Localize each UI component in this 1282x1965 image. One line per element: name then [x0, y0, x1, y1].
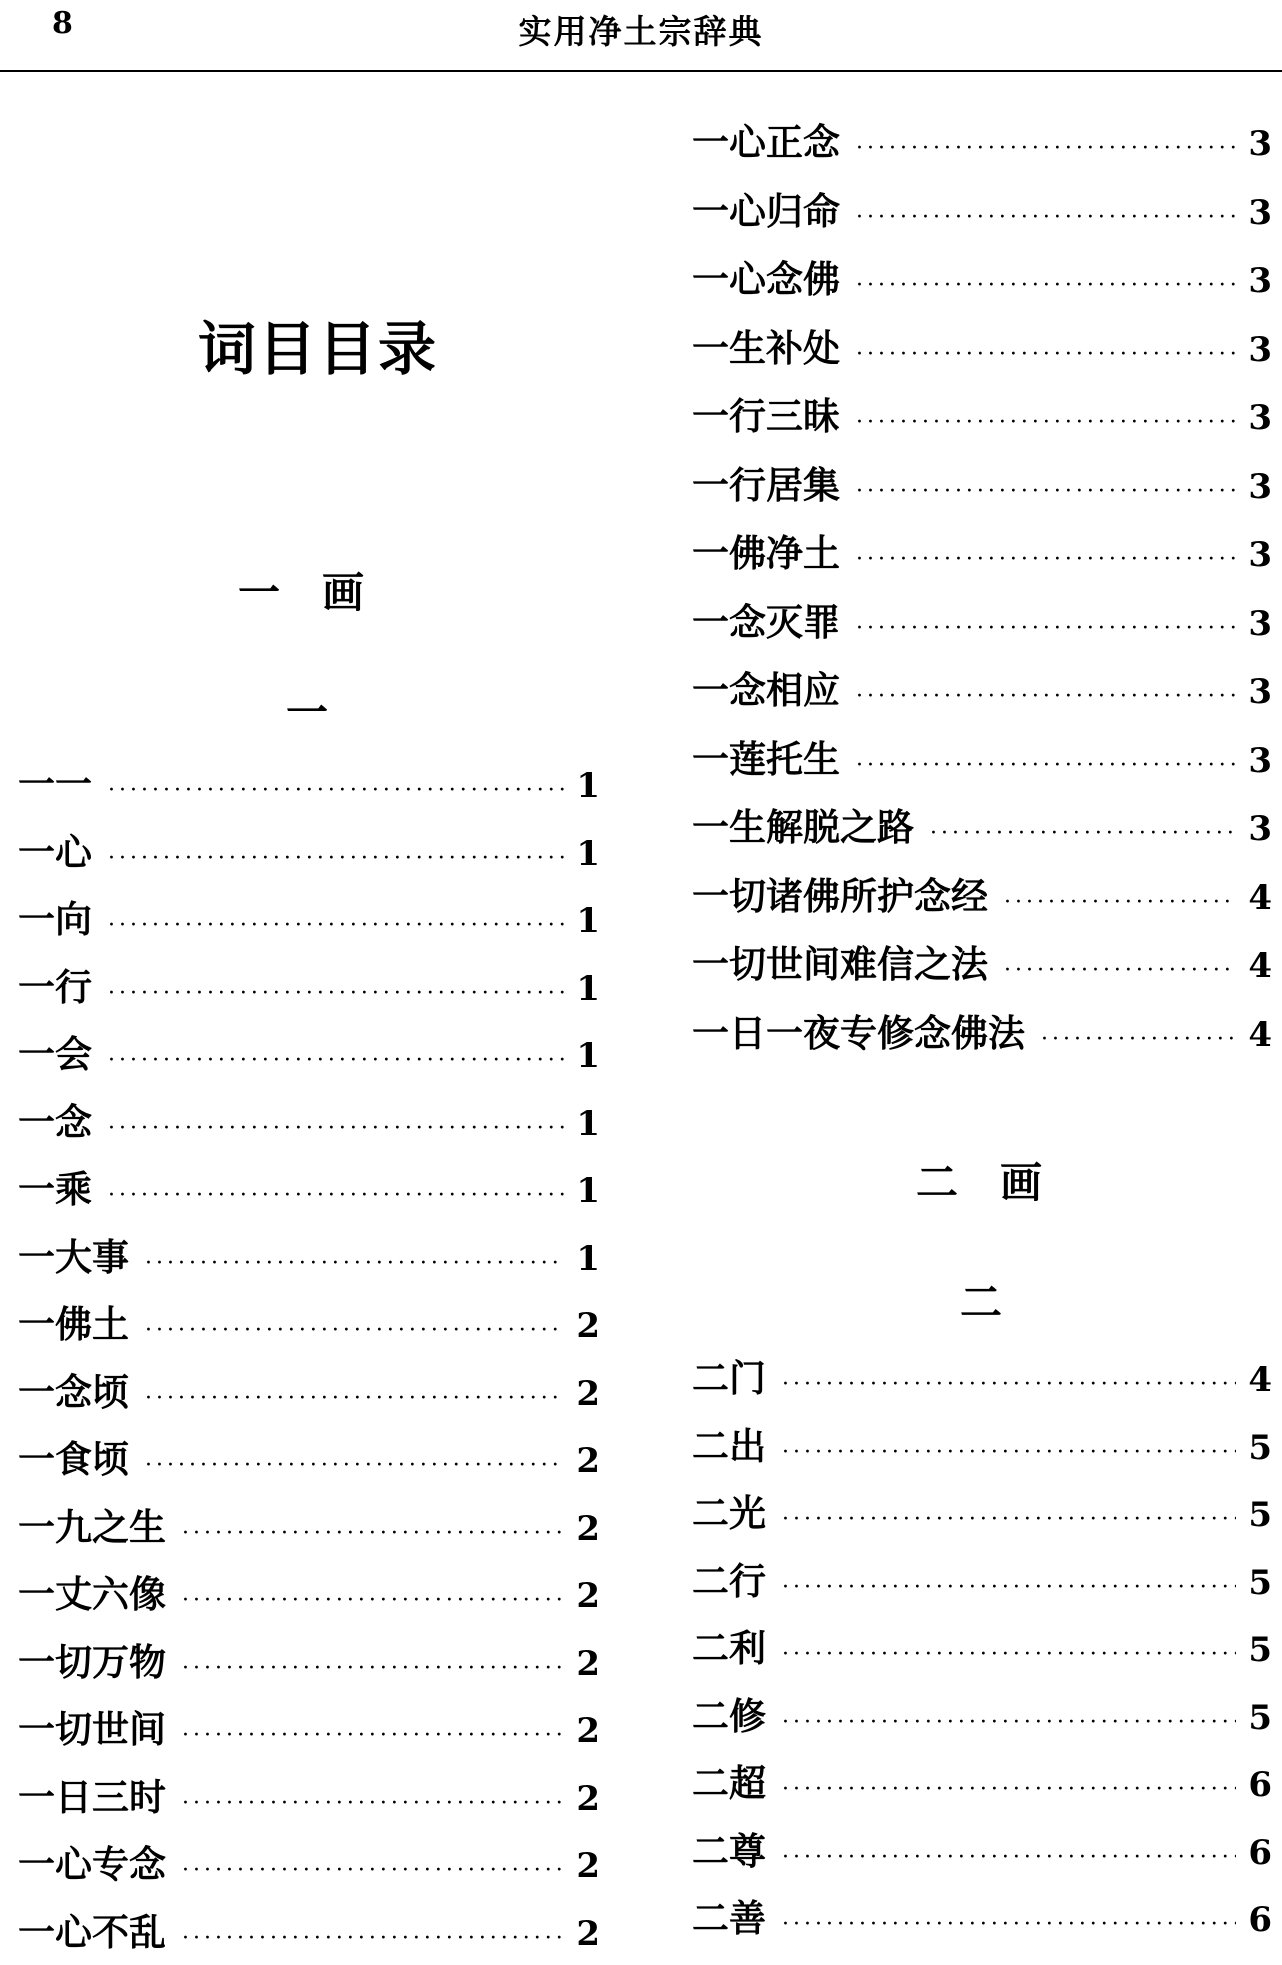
dot-leader — [1004, 945, 1236, 997]
dot-leader — [782, 1629, 1236, 1681]
index-entry — [18, 961, 600, 1013]
index-entry — [18, 1028, 600, 1080]
dot-leader — [856, 603, 1236, 655]
entry-term: 一丈六像 — [18, 1572, 166, 1616]
entry-page-number: 3 — [1248, 261, 1272, 301]
entry-term: 一念相应 — [692, 668, 840, 712]
entry-page-number: 3 — [1248, 329, 1272, 370]
dot-leader — [108, 1103, 564, 1155]
dot-leader — [182, 1710, 564, 1762]
index-entry — [692, 938, 1272, 990]
entry-term: 二出 — [692, 1423, 766, 1468]
entry-term: 一佛土 — [18, 1302, 129, 1346]
entry-term: 一一 — [18, 762, 92, 806]
index-entry — [692, 1007, 1272, 1059]
entry-page-number: 2 — [576, 1373, 600, 1414]
entry-page-number: 6 — [1248, 1900, 1272, 1940]
dot-leader — [1041, 1014, 1236, 1066]
entry-page-number: 3 — [1248, 740, 1272, 781]
entry-term: 一乘 — [18, 1167, 92, 1211]
index-entry — [18, 1163, 600, 1215]
dot-leader — [782, 1427, 1236, 1479]
entry-page-number: 1 — [576, 1103, 600, 1144]
index-entry — [18, 1636, 600, 1688]
entry-page-number: 3 — [1248, 398, 1272, 438]
dot-leader — [930, 808, 1236, 860]
entry-term: 一向 — [18, 897, 92, 941]
entry-term: 一莲托生 — [692, 736, 840, 781]
index-entry — [692, 801, 1272, 853]
dot-leader — [782, 1899, 1236, 1951]
index-entry — [18, 1906, 600, 1958]
entry-page-number: 3 — [1248, 466, 1272, 507]
index-entry — [692, 596, 1272, 648]
entry-page-number: 4 — [1248, 877, 1272, 918]
entry-page-number: 1 — [576, 1036, 600, 1076]
entry-term: 一行 — [18, 964, 92, 1009]
entry-term: 一心 — [18, 829, 92, 874]
index-entry — [692, 1420, 1272, 1472]
entry-page-number: 2 — [576, 1711, 600, 1751]
entry-page-number: 3 — [1248, 672, 1272, 712]
dot-leader — [145, 1373, 564, 1425]
entry-term: 一心归命 — [692, 188, 840, 233]
dot-leader — [782, 1832, 1236, 1884]
dot-leader — [856, 192, 1236, 244]
dot-leader — [856, 466, 1236, 518]
dot-leader — [145, 1440, 564, 1492]
entry-term: 二光 — [692, 1491, 766, 1535]
dot-leader — [108, 1170, 564, 1222]
index-entry — [18, 1703, 600, 1755]
dot-leader — [782, 1494, 1236, 1546]
dot-leader — [856, 260, 1236, 312]
index-entry — [18, 758, 600, 810]
dot-leader — [145, 1238, 564, 1290]
entry-page-number: 5 — [1248, 1562, 1272, 1603]
entry-page-number: 3 — [1248, 535, 1272, 575]
dot-leader — [145, 1305, 564, 1357]
entry-page-number: 2 — [576, 1576, 600, 1616]
dot-leader — [182, 1575, 564, 1627]
index-entry — [692, 322, 1272, 374]
entry-term: 一切诸佛所护念经 — [692, 873, 988, 918]
entry-page-number: 2 — [576, 1643, 600, 1684]
dot-leader — [782, 1359, 1236, 1411]
entry-term: 一心专念 — [18, 1842, 166, 1886]
char-heading-er: 二 — [960, 1278, 1003, 1327]
index-entry — [18, 1366, 600, 1418]
dot-leader — [182, 1845, 564, 1897]
entry-term: 一生解脱之路 — [692, 805, 914, 849]
dot-leader — [182, 1643, 564, 1695]
entry-term: 二尊 — [692, 1828, 766, 1873]
entry-page-number: 1 — [576, 901, 600, 941]
entry-term: 一生补处 — [692, 325, 840, 370]
index-entry — [692, 1892, 1272, 1944]
entry-term: 一心念佛 — [692, 257, 840, 301]
index-entry — [692, 1622, 1272, 1674]
entry-term: 一日三时 — [18, 1774, 166, 1819]
index-entry — [692, 870, 1272, 922]
entry-term: 一心正念 — [692, 120, 840, 164]
dot-leader — [182, 1913, 564, 1965]
entry-page-number: 4 — [1248, 1360, 1272, 1400]
index-entry — [692, 390, 1272, 442]
index-entry — [692, 1825, 1272, 1877]
index-entry — [692, 1555, 1272, 1607]
index-entry — [692, 527, 1272, 579]
index-entry — [692, 733, 1272, 785]
entry-page-number: 6 — [1248, 1765, 1272, 1805]
index-entry — [18, 1568, 600, 1620]
index-entry — [18, 1231, 600, 1283]
entry-term: 一念灭罪 — [692, 599, 840, 644]
dot-leader — [856, 740, 1236, 792]
dot-leader — [782, 1764, 1236, 1816]
index-entry — [692, 253, 1272, 305]
entry-term: 一切世间难信之法 — [692, 942, 988, 986]
entry-page-number: 1 — [576, 766, 600, 806]
entry-page-number: 1 — [576, 1171, 600, 1211]
book-title: 实用净土宗辞典 — [518, 12, 764, 51]
entry-term: 二善 — [692, 1896, 766, 1940]
index-entry — [18, 1771, 600, 1823]
dot-leader — [782, 1697, 1236, 1749]
index-entry — [692, 116, 1272, 168]
entry-page-number: 2 — [576, 1508, 600, 1549]
dot-leader — [108, 833, 564, 885]
entry-page-number: 5 — [1248, 1427, 1272, 1468]
entry-page-number: 2 — [576, 1306, 600, 1346]
entry-page-number: 2 — [576, 1778, 600, 1819]
index-entry — [18, 1838, 600, 1890]
entry-page-number: 1 — [576, 968, 600, 1009]
dot-leader — [108, 900, 564, 952]
entry-page-number: 5 — [1248, 1495, 1272, 1535]
dot-leader — [182, 1778, 564, 1830]
entry-term: 二门 — [692, 1356, 766, 1400]
entry-page-number: 2 — [576, 1913, 600, 1954]
entry-term: 一切世间 — [18, 1707, 166, 1751]
index-entry — [18, 1433, 600, 1485]
entry-page-number: 1 — [576, 1238, 600, 1279]
entry-term: 一日一夜专修念佛法 — [692, 1010, 1025, 1055]
index-entry — [692, 185, 1272, 237]
entry-term: 一心不乱 — [18, 1909, 166, 1954]
entry-term: 一念顷 — [18, 1369, 129, 1414]
entry-page-number: 3 — [1248, 124, 1272, 164]
entry-page-number: 6 — [1248, 1832, 1272, 1873]
section-heading-two-stroke: 二 画 — [916, 1158, 1043, 1207]
dot-leader — [1004, 877, 1236, 929]
index-entry — [692, 1487, 1272, 1539]
entry-term: 二修 — [692, 1693, 766, 1738]
entry-page-number: 1 — [576, 833, 600, 874]
entry-term: 一九之生 — [18, 1504, 166, 1549]
entry-page-number: 5 — [1248, 1697, 1272, 1738]
section-heading-one-stroke: 一 画 — [238, 568, 365, 617]
entry-term: 二超 — [692, 1761, 766, 1805]
entry-page-number: 4 — [1248, 946, 1272, 986]
entry-page-number: 3 — [1248, 603, 1272, 644]
entry-term: 一切万物 — [18, 1639, 166, 1684]
entry-term: 一行居集 — [692, 462, 840, 507]
index-entry — [692, 1757, 1272, 1809]
dot-leader — [108, 968, 564, 1020]
char-heading-yi: 一 — [286, 688, 329, 737]
index-entry — [18, 1501, 600, 1553]
entry-page-number: 4 — [1248, 1014, 1272, 1055]
running-header — [0, 0, 1282, 72]
entry-page-number: 5 — [1248, 1630, 1272, 1670]
page-title: 词目目录 — [198, 315, 439, 383]
dot-leader — [856, 123, 1236, 175]
entry-page-number: 2 — [576, 1846, 600, 1886]
dot-leader — [108, 1035, 564, 1087]
dot-leader — [782, 1562, 1236, 1614]
entry-term: 一食顷 — [18, 1437, 129, 1481]
entry-term: 二利 — [692, 1626, 766, 1670]
dot-leader — [182, 1508, 564, 1560]
entry-page-number: 3 — [1248, 809, 1272, 849]
index-entry — [692, 459, 1272, 511]
entry-term: 二行 — [692, 1558, 766, 1603]
index-entry — [692, 1352, 1272, 1404]
dot-leader — [108, 765, 564, 817]
index-entry — [692, 664, 1272, 716]
page-number: 8 — [52, 6, 73, 41]
entry-term: 一佛净土 — [692, 531, 840, 575]
dot-leader — [856, 329, 1236, 381]
dot-leader — [856, 534, 1236, 586]
entry-term: 一行三昧 — [692, 394, 840, 438]
index-entry — [18, 893, 600, 945]
entry-term: 一大事 — [18, 1234, 129, 1279]
entry-page-number: 3 — [1248, 192, 1272, 233]
dot-leader — [856, 671, 1236, 723]
entry-page-number: 2 — [576, 1441, 600, 1481]
index-entry — [18, 1298, 600, 1350]
entry-term: 一会 — [18, 1032, 92, 1076]
index-entry — [692, 1690, 1272, 1742]
entry-term: 一念 — [18, 1099, 92, 1144]
index-entry — [18, 826, 600, 878]
dot-leader — [856, 397, 1236, 449]
index-entry — [18, 1096, 600, 1148]
